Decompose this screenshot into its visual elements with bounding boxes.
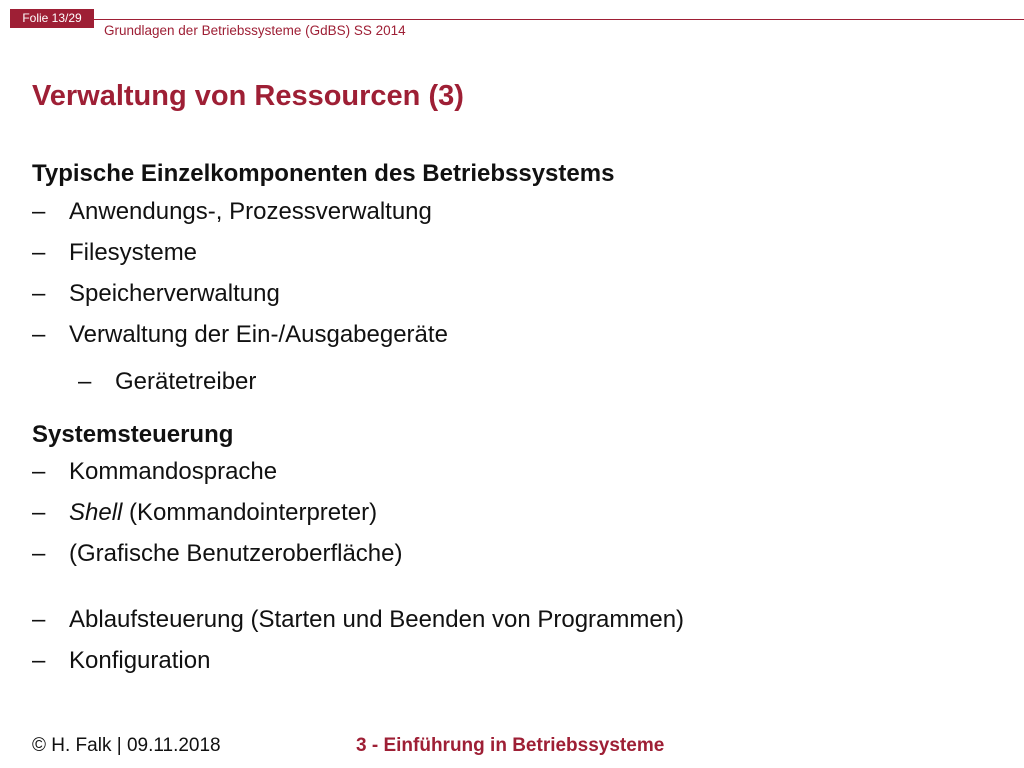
bullet-item xyxy=(32,647,210,675)
bullet-dash: – xyxy=(32,499,46,526)
bullet-text: (Kommandointerpreter) xyxy=(122,499,378,526)
bullet-item xyxy=(32,321,448,349)
course-title: Grundlagen der Betriebssysteme (GdBS) SS 2014 xyxy=(104,23,406,38)
bullet-text: Verwaltung der Ein-/Ausgabegeräte xyxy=(69,321,448,348)
bullet-text: Konfiguration xyxy=(69,647,211,674)
bullet-item xyxy=(32,606,684,634)
sub-bullet-item xyxy=(78,368,256,396)
slide-title: Verwaltung von Ressourcen (3) xyxy=(32,80,464,112)
bullet-text: Anwendungs-, Prozessverwaltung xyxy=(69,198,432,225)
bullet-dash: – xyxy=(78,368,92,395)
footer-chapter: 3 - Einführung in Betriebssysteme xyxy=(356,735,665,756)
shell-term: Shell xyxy=(69,499,123,526)
bullet-item xyxy=(32,540,403,568)
bullet-dash: – xyxy=(32,321,46,348)
bullet-text: Gerätetreiber xyxy=(115,368,257,395)
bullet-dash: – xyxy=(32,280,46,307)
bullet-item xyxy=(32,239,197,267)
bullet-dash: – xyxy=(32,540,46,567)
bullet-item xyxy=(32,499,377,527)
footer-author-date: © H. Falk | 09.11.2018 xyxy=(32,735,221,756)
bullet-text: Ablaufsteuerung (Starten und Beenden von Programmen) xyxy=(69,606,685,633)
slide-number-badge: Folie 13/29 xyxy=(10,9,94,28)
components-heading: Typische Einzelkomponenten des Betriebssystems xyxy=(32,160,615,187)
bullet-text: Filesysteme xyxy=(69,239,198,266)
bullet-dash: – xyxy=(32,239,46,266)
bullet-text: Speicherverwaltung xyxy=(69,280,280,307)
header-rule xyxy=(10,19,1024,20)
bullet-item xyxy=(32,458,277,486)
bullet-text: Kommandosprache xyxy=(69,458,278,485)
bullet-dash: – xyxy=(32,647,46,674)
bullet-dash: – xyxy=(32,606,46,633)
bullet-text: (Grafische Benutzeroberfläche) xyxy=(69,540,403,567)
bullet-item xyxy=(32,198,432,226)
bullet-item xyxy=(32,280,280,308)
control-heading: Systemsteuerung xyxy=(32,421,234,448)
bullet-dash: – xyxy=(32,198,46,225)
bullet-dash: – xyxy=(32,458,46,485)
